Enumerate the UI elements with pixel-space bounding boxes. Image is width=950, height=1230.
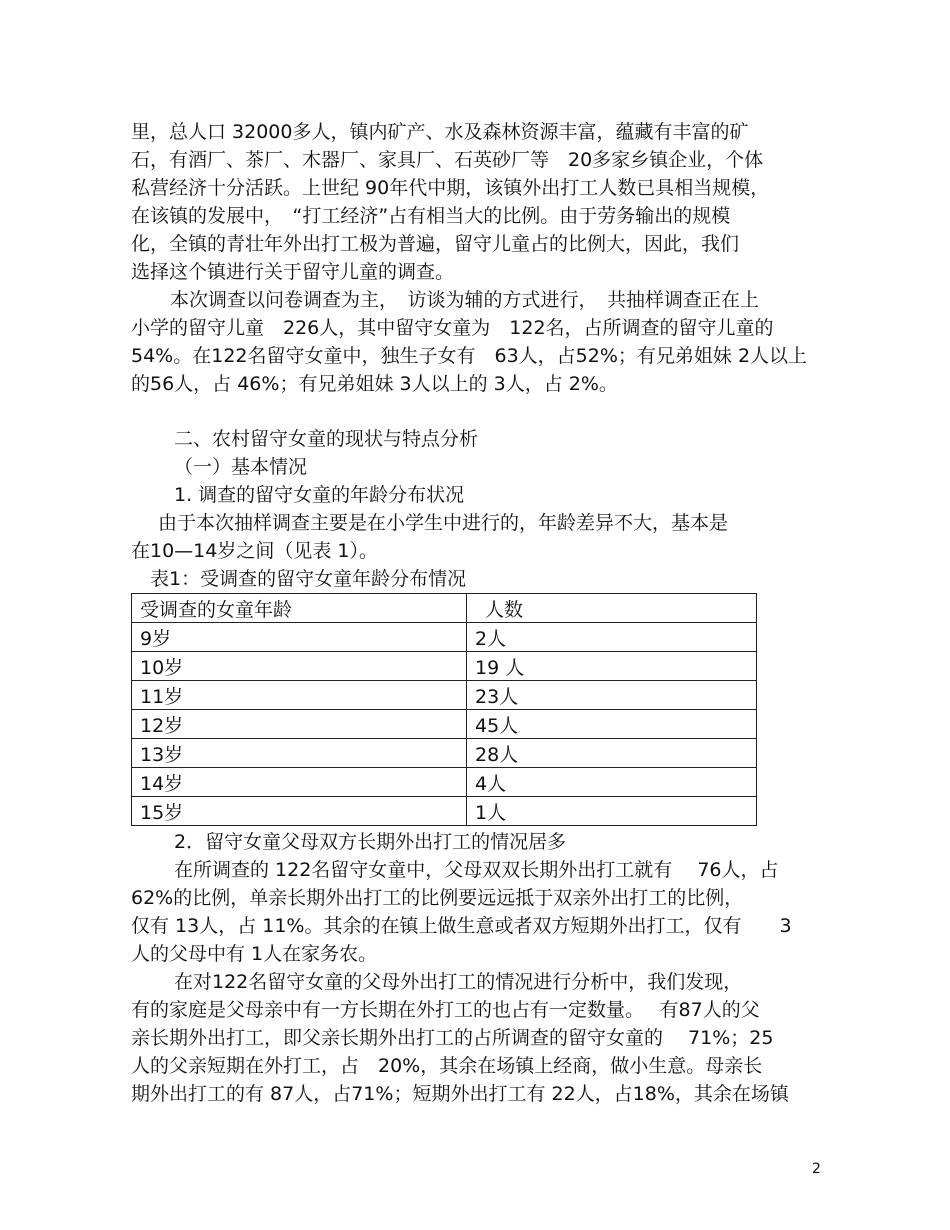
table-header-row (132, 594, 757, 623)
table-cell: 4人 (467, 768, 757, 797)
paragraph-line: 私营经济十分活跃。上世纪 90年代中期，该镇外出打工人数已具相当规模， (131, 177, 770, 199)
table-row (132, 739, 757, 768)
paragraph-line: 人的父亲短期在外打工，占 20%，其余在场镇上经商，做小生意。母亲长 (131, 1055, 763, 1077)
section-heading: 二、农村留守女童的现状与特点分析 (174, 428, 479, 450)
table-row (132, 768, 757, 797)
paragraph-line: 人的父母中有 1人在家务农。 (131, 943, 378, 965)
paragraph-line: 小学的留守儿童 226人，其中留守女童为 122名，占所调查的留守儿童的 (131, 317, 774, 339)
table-cell: 14岁 (132, 768, 467, 797)
table-row (132, 623, 757, 652)
table-cell: 10岁 (132, 652, 467, 681)
paragraph-line: 化，全镇的青壮年外出打工极为普遍，留守儿童占的比例大，因此，我们 (131, 233, 740, 255)
paragraph-line: 期外出打工的有 87人，占71%；短期外出打工有 22人，占18%，其余在场镇 (131, 1083, 789, 1105)
paragraph-line: 石，有酒厂、茶厂、木器厂、家具厂、石英砂厂等 20多家乡镇企业，个体 (131, 149, 764, 171)
table-cell: 12岁 (132, 710, 467, 739)
paragraph-line: 选择这个镇进行关于留守儿童的调查。 (131, 261, 455, 283)
table-cell: 23人 (467, 681, 757, 710)
age-distribution-table (131, 593, 757, 826)
paragraph-line: 仅有 13人，占 11%。其余的在镇上做生意或者双方短期外出打工，仅有 3 (131, 915, 792, 937)
paragraph-line: 亲长期外出打工，即父亲长期外出打工的占所调查的留守女童的 71%；25 (131, 1027, 774, 1049)
table-row (132, 652, 757, 681)
point2-heading: 2．留守女童父母双方长期外出打工的情况居多 (174, 831, 567, 853)
table-header-cell: 人数 (467, 594, 757, 623)
paragraph-line: 在该镇的发展中， “打工经济”占有相当大的比例。由于劳务输出的规模 (131, 205, 731, 227)
table-cell: 9岁 (132, 623, 467, 652)
page-number: 2 (812, 1161, 821, 1177)
paragraph-line: 在所调查的 122名留守女童中，父母双双长期外出打工就有 76人，占 (174, 859, 779, 881)
table-row (132, 710, 757, 739)
table-row (132, 681, 757, 710)
paragraph-line: 54%。在122名留守女童中，独生子女有 63人，占52%；有兄弟姐妹 2人以上 (131, 345, 808, 367)
table-cell: 2人 (467, 623, 757, 652)
table-cell: 19 人 (467, 652, 757, 681)
table-row (132, 797, 757, 826)
table-cell: 15岁 (132, 797, 467, 826)
paragraph-line: 里，总人口 32000多人，镇内矿产、水及森林资源丰富，蕴藏有丰富的矿 (131, 121, 749, 143)
paragraph-line: 本次调查以问卷调查为主， 访谈为辅的方式进行， 共抽样调查正在上 (170, 289, 760, 311)
paragraph-line: 有的家庭是父母亲中有一方长期在外打工的也占有一定数量。 有87人的父 (131, 999, 760, 1021)
table-cell: 1人 (467, 797, 757, 826)
table-cell: 11岁 (132, 681, 467, 710)
table-header-cell: 受调查的女童年龄 (132, 594, 467, 623)
table-cell: 28人 (467, 739, 757, 768)
paragraph-line: 62%的比例，单亲长期外出打工的比例要远远抵于双亲外出打工的比例， (131, 887, 744, 909)
table-caption: 表1：受调查的留守女童年龄分布情况 (150, 568, 467, 590)
paragraph-line: 在10—14岁之间（见表 1）。 (131, 540, 378, 562)
table-cell: 13岁 (132, 739, 467, 768)
paragraph-line: 的56人，占 46%；有兄弟姐妹 3人以上的 3人，占 2%。 (131, 373, 618, 395)
paragraph-line: 在对122名留守女童的父母外出打工的情况进行分析中，我们发现， (174, 971, 743, 993)
subsection-heading: （一）基本情况 (174, 456, 308, 478)
paragraph-line: 由于本次抽样调查主要是在小学生中进行的，年龄差异不大，基本是 (158, 512, 729, 534)
point1-heading: 1. 调查的留守女童的年龄分布状况 (174, 484, 465, 506)
table-cell: 45人 (467, 710, 757, 739)
